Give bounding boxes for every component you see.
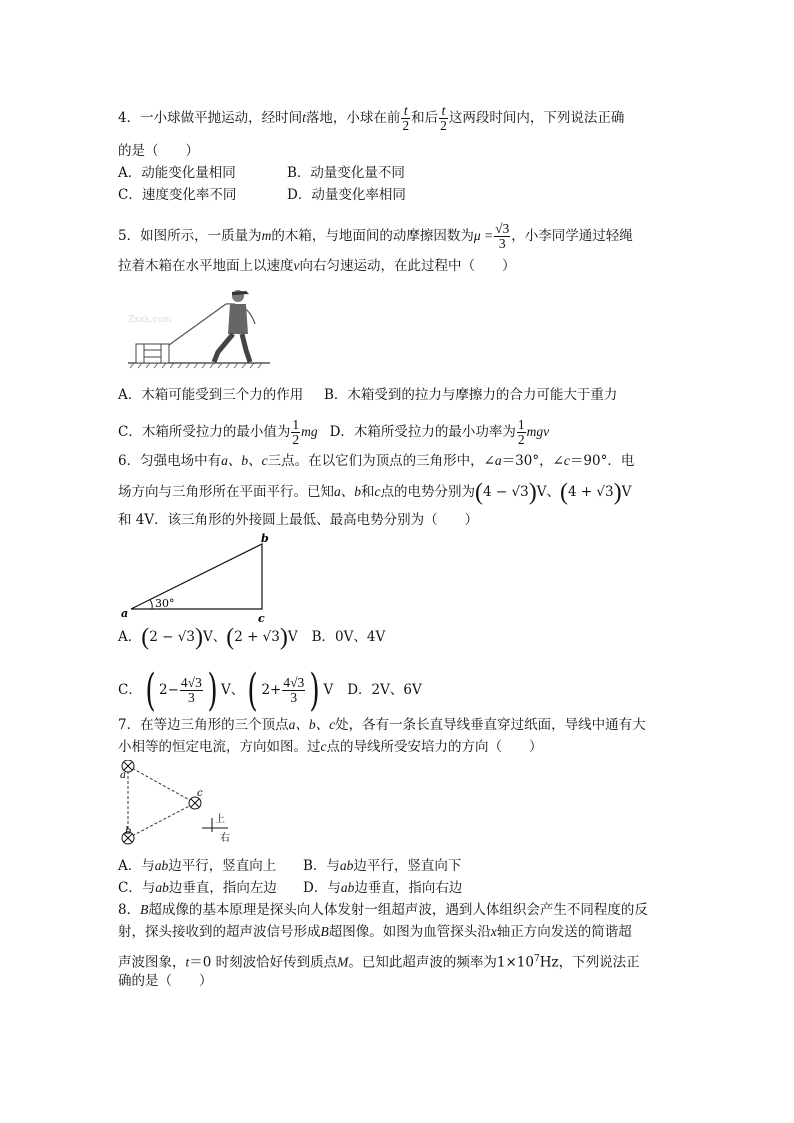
op: +: [270, 682, 282, 698]
option-b: B．0V、4V: [311, 629, 386, 645]
frequency-exponent: 7: [534, 954, 540, 964]
var-t: t: [302, 110, 306, 125]
var-ab: ab: [339, 858, 354, 873]
boy-pulling-crate-figure: [118, 282, 278, 370]
var-a: a: [494, 453, 502, 468]
label: C．: [118, 682, 142, 698]
option-d: D．2V、6V: [347, 682, 422, 698]
text: 的木箱，与地面间的动摩擦因数为: [271, 228, 474, 244]
vertex-c-label: c: [258, 612, 265, 623]
text: 。已知此超声波的频率为: [348, 954, 497, 971]
fraction-t-over-2: [439, 104, 448, 133]
num: 4√3: [180, 675, 202, 690]
q6-stem-line2: [118, 479, 632, 506]
vars-abc: a、b、c: [288, 717, 336, 732]
text: ，下列说法正: [558, 954, 640, 971]
text: 超成像的基本原理是探头向人体发射一组超声波，遇到人体组织会产生不同程度的反: [148, 902, 648, 918]
sep: 、: [212, 629, 227, 645]
text: D．与: [303, 880, 341, 896]
value: 2 + √3: [234, 629, 280, 645]
fraction-4sqrt3-over-3: [180, 676, 203, 705]
var-m: m: [261, 228, 272, 243]
var-c: c: [563, 453, 570, 468]
text: B．与: [303, 858, 340, 874]
right-triangle-figure: [118, 533, 278, 623]
text: 6．匀强电场中有: [118, 453, 222, 469]
q6-stem-line3: 和 4V．该三角形的外接圆上最低、最高电势分别为（ ）: [118, 512, 479, 528]
text: 超图像。如图为血管探头沿: [328, 924, 491, 940]
wires-triangle-figure: [116, 760, 246, 850]
sep: 、: [230, 682, 245, 698]
paren: ): [613, 479, 622, 506]
fraction-sqrt3-over-3: [494, 222, 510, 251]
text: 声波图象，: [118, 954, 186, 971]
text: ＝90°．电: [569, 453, 635, 469]
paren: (: [226, 624, 235, 651]
text: 边垂直，指向左边: [168, 880, 277, 896]
var-ab: ab: [155, 880, 169, 895]
text: 场方向与三角形所在平面平行。已知: [118, 484, 334, 500]
math-mgv: mgv: [526, 424, 550, 439]
q5-option-b: B．木箱受到的拉力与摩擦力的合力可能大于重力: [324, 387, 618, 403]
unit: V: [323, 682, 334, 698]
paren: ): [194, 624, 203, 651]
crate: [136, 344, 169, 363]
paren: ): [279, 624, 288, 651]
var-B: B: [140, 902, 149, 917]
option-d-text: D．木箱所受拉力的最小功率为: [329, 424, 516, 440]
q7-option-c: [118, 879, 277, 897]
label-right: 右: [220, 833, 230, 844]
text: 向右匀速运动，在此过程中（ ）: [299, 258, 516, 274]
den: 3: [498, 236, 506, 251]
paren: ): [309, 664, 321, 716]
label-c: c: [197, 788, 203, 799]
vertex-b-label: b: [261, 533, 269, 545]
num: 1: [292, 417, 300, 432]
vars-abc: a、b、c: [221, 453, 268, 468]
text: A．与: [118, 858, 155, 874]
q5-stem-line1: [118, 222, 633, 251]
q7-stem-line1: [118, 716, 646, 734]
q5-option-a: A．木箱可能受到三个力的作用: [118, 387, 304, 403]
text: 4．一小球做平抛运动，经时间: [118, 110, 303, 126]
text: 和后: [411, 110, 439, 126]
potential-a: 4 − √3: [483, 484, 529, 500]
fraction-4sqrt3-over-3: [282, 676, 305, 705]
var-mu: μ =: [473, 228, 494, 243]
unit: V: [621, 484, 632, 500]
text: ，小李同学通过轻绳: [511, 228, 633, 244]
text: 8．: [118, 902, 141, 918]
value: 2: [261, 682, 271, 698]
unit: V: [287, 629, 298, 645]
q4-option-a: A．动能变化量相同: [118, 165, 236, 181]
text: 5．如图所示，一质量为: [118, 228, 262, 244]
num: √3: [495, 221, 510, 236]
paren: (: [475, 479, 483, 506]
den: 2: [517, 432, 525, 447]
op: −: [167, 682, 179, 698]
vertex-a-label: a: [121, 607, 129, 620]
var-B: B: [320, 924, 329, 939]
fraction-one-half: [291, 418, 300, 447]
text: 落地，小球在前: [305, 110, 401, 126]
den: 2: [440, 118, 447, 133]
q4-option-c: C．速度变化率不同: [118, 187, 237, 203]
var-ab: ab: [154, 858, 169, 873]
q6-options-c-d: [118, 664, 422, 716]
q8-stem-line2: [118, 923, 632, 941]
frequency-unit: Hz: [539, 954, 559, 971]
fraction-t-over-2: [401, 104, 410, 133]
num: 4√3: [283, 675, 305, 690]
potential-b: 4 + √3: [567, 484, 614, 500]
q7-option-d: [303, 879, 462, 897]
paren: (: [141, 624, 150, 651]
num: t: [441, 103, 446, 118]
paren: ): [528, 479, 537, 506]
value: 2: [159, 682, 168, 698]
q7-option-b: [303, 857, 461, 875]
text: ＝0 时刻波恰好传到质点: [189, 954, 338, 971]
sep: 、: [546, 484, 560, 500]
var-c: c: [320, 739, 327, 754]
num: 1: [517, 417, 525, 432]
label-up: 上: [215, 814, 225, 825]
var-x: x: [490, 924, 497, 939]
var-c: c: [374, 484, 381, 499]
watermark: Zxxk.com: [128, 315, 172, 325]
q8-stem-line1: [118, 901, 648, 919]
text: 边垂直，指向右边: [354, 880, 463, 896]
den: 3: [290, 690, 298, 705]
math-mg: mg: [301, 424, 318, 439]
unit: V: [202, 629, 213, 645]
text: 轴正方向发送的简谐超: [496, 924, 632, 940]
q4-option-b: B．动量变化量不同: [287, 165, 405, 181]
text: 和: [361, 484, 375, 500]
text: 边平行，竖直向上: [168, 858, 277, 874]
q7-option-a: [118, 857, 276, 875]
den: 3: [188, 690, 195, 705]
text: 射，探头接收到的超声波信号形成: [118, 924, 321, 940]
text: ＝30°，∠: [501, 453, 564, 469]
text: 小相等的恒定电流，方向如图。过: [118, 739, 321, 755]
var-t: t: [185, 954, 190, 970]
den: 2: [402, 118, 410, 133]
frequency-value: 1×10: [496, 954, 534, 971]
label: A．: [118, 629, 142, 645]
text: 处，各有一条长直导线垂直穿过纸面，导线中通有大: [335, 717, 646, 733]
option-c-text: C．木箱所受拉力的最小值为: [118, 424, 291, 440]
text: 这两段时间内，下列说法正确: [448, 110, 625, 126]
text: C．与: [118, 880, 156, 896]
text: 7．在等边三角形的三个顶点: [118, 717, 289, 733]
label-a: a: [120, 770, 126, 781]
label-b: b: [125, 826, 132, 837]
var-M: M: [337, 954, 349, 970]
unit: V: [221, 682, 231, 698]
den: 2: [292, 432, 300, 447]
var-ab: ab: [340, 880, 355, 895]
q8-stem-line3: [118, 950, 640, 972]
num: t: [403, 103, 408, 118]
fraction-one-half: [517, 418, 526, 447]
q5-option-c-d: [118, 418, 549, 447]
text: 点的电势分别为: [380, 484, 475, 500]
q6-stem-line1: [118, 452, 634, 470]
q4-stem-line2: 的是（ ）: [118, 143, 199, 159]
paren: (: [145, 664, 156, 716]
value: 2 − √3: [149, 629, 195, 645]
unit: V: [536, 484, 547, 500]
q5-stem-line2: [118, 257, 516, 275]
text: 拉着木箱在水平地面上以速度: [118, 258, 294, 274]
angle-label: 30°: [155, 597, 175, 610]
paren: (: [247, 664, 259, 716]
boy-body: [228, 304, 248, 334]
text: 三点。在以它们为顶点的三角形中，∠: [267, 453, 495, 469]
q7-stem-line2: [118, 738, 543, 756]
vars-ab: a、b: [334, 484, 361, 499]
q6-options-a-b: [118, 624, 386, 651]
text: 点的导线所受安培力的方向（ ）: [326, 739, 543, 755]
paren: (: [559, 479, 568, 506]
paren: ): [207, 664, 218, 716]
q4-option-d: D．动量变化率相同: [287, 187, 406, 203]
text: 边平行，竖直向下: [353, 858, 462, 874]
var-v: v: [293, 258, 300, 273]
q8-stem-line4: 确的是（ ）: [118, 973, 213, 989]
q4-stem-line1: [118, 104, 624, 133]
